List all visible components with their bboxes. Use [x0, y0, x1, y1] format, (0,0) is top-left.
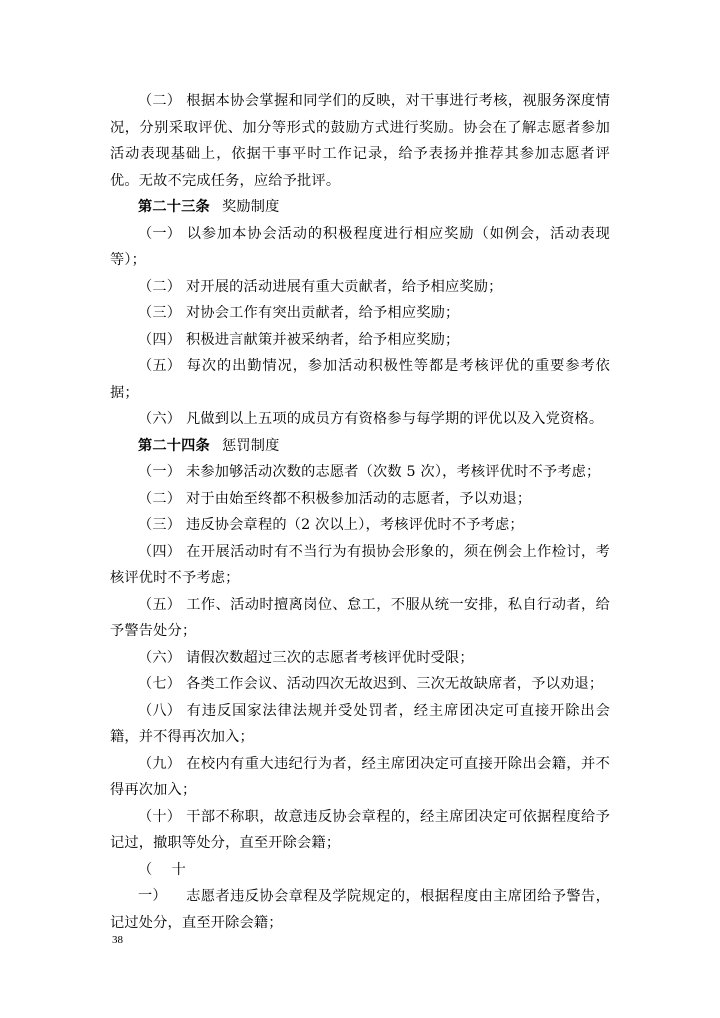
page-number: 38 — [112, 934, 123, 946]
item-marker: （六） — [138, 411, 182, 427]
item-marker: （五） — [138, 596, 182, 613]
item-text: 违反协会章程的（2 次以上），考核评优时不予考虑； — [186, 517, 524, 533]
list-item — [110, 698, 610, 751]
item-text: 凡做到以上五项的成员方有资格参与每学期的评优以及入党资格。 — [186, 411, 604, 427]
item-marker: （十） — [138, 808, 182, 825]
item-marker: （九） — [138, 755, 182, 772]
item-text: 对开展的活动进展有重大贡献者，给予相应奖励； — [186, 278, 503, 295]
item-marker: （四） — [138, 331, 182, 348]
list-item — [110, 592, 610, 645]
item-marker: （二） — [138, 278, 182, 295]
item-marker: （五） — [138, 358, 182, 374]
paragraph-evaluation — [110, 88, 610, 194]
list-item — [110, 406, 610, 433]
item-text: 各类工作会议、活动四次无故迟到、三次无故缺席者，予以劝退； — [186, 676, 604, 692]
list-item — [110, 274, 610, 301]
article-title: 奖励制度 — [221, 199, 280, 215]
list-item — [110, 327, 610, 354]
item-marker: （七） — [138, 676, 182, 692]
list-item — [110, 751, 610, 804]
item-text: 有违反国家法律法规并受处罚者，经主席团决定可直接开除出会籍，并不得再次加入； — [110, 702, 610, 745]
item-text: 在校内有重大违纪行为者，经主席团决定可直接开除出会籍，并不得再次加入； — [110, 755, 610, 798]
list-item — [110, 221, 610, 274]
item-marker: （六） — [138, 649, 182, 666]
item-text: 在开展活动时有不当行为有损协会形象的，须在例会上作检讨，考核评优时不予考虑； — [110, 543, 610, 586]
item-marker: （二） — [138, 93, 182, 109]
item-marker: （一） — [138, 464, 182, 480]
item-text: 对协会工作有突出贡献者，给予相应奖励； — [186, 305, 460, 321]
list-item — [110, 539, 610, 592]
article-title: 惩罚制度 — [221, 437, 280, 454]
article-number: 第二十四条 — [138, 437, 210, 454]
list-item — [110, 857, 610, 937]
paragraph-text: 根据本协会掌握和同学们的反映，对干事进行考核，视服务深度情况，分别采取评优、加分等形式的鼓励方式进行奖励。协会在了解志愿者参加活动表现基础上，依据干事平时工作记录，给予表扬并推荐其参加志愿者评优。无故不完成任务，应给予批评。 — [110, 93, 610, 189]
item-text: 对于由始至终都不积极参加活动的志愿者，予以劝退； — [186, 490, 532, 507]
list-item — [110, 459, 610, 486]
item-text: 干部不称职，故意违反协会章程的，经主席团决定可依据程度给予记过，撤职等处分，直至开除会籍； — [110, 808, 610, 851]
item-text: 志愿者违反协会章程及学院规定的，根据程度由主席团给予警告，记过处分，直至开除会籍； — [110, 888, 610, 931]
item-marker: （四） — [138, 543, 182, 560]
list-item — [110, 512, 610, 539]
list-item — [110, 486, 610, 513]
list-item — [110, 300, 610, 327]
item-text: 积极进言献策并被采纳者，给予相应奖励； — [186, 331, 460, 348]
list-item — [110, 804, 610, 857]
item-marker: （一） — [138, 225, 182, 242]
item-marker: （十一） — [138, 861, 186, 904]
item-text: 请假次数超过三次的志愿者考核评优时受限； — [186, 649, 474, 666]
item-marker: （三） — [138, 517, 182, 533]
item-marker: （二） — [138, 490, 182, 507]
item-text: 工作、活动时擅离岗位、怠工，不服从统一安排，私自行动者，给予警告处分； — [110, 596, 610, 639]
item-text: 未参加够活动次数的志愿者（次数 5 次），考核评优时不予考虑； — [186, 464, 601, 480]
article-number: 第二十三条 — [138, 199, 210, 215]
document-body — [110, 88, 610, 936]
article-24-heading — [110, 433, 610, 460]
article-23-heading — [110, 194, 610, 221]
item-marker: （八） — [138, 702, 182, 719]
item-text: 每次的出勤情况，参加活动积极性等都是考核评优的重要参考依据； — [110, 358, 610, 401]
list-item — [110, 645, 610, 672]
item-marker: （三） — [138, 305, 182, 321]
item-text: 以参加本协会活动的积极程度进行相应奖励（如例会，活动表现等）； — [110, 225, 610, 268]
list-item — [110, 671, 610, 698]
list-item — [110, 353, 610, 406]
